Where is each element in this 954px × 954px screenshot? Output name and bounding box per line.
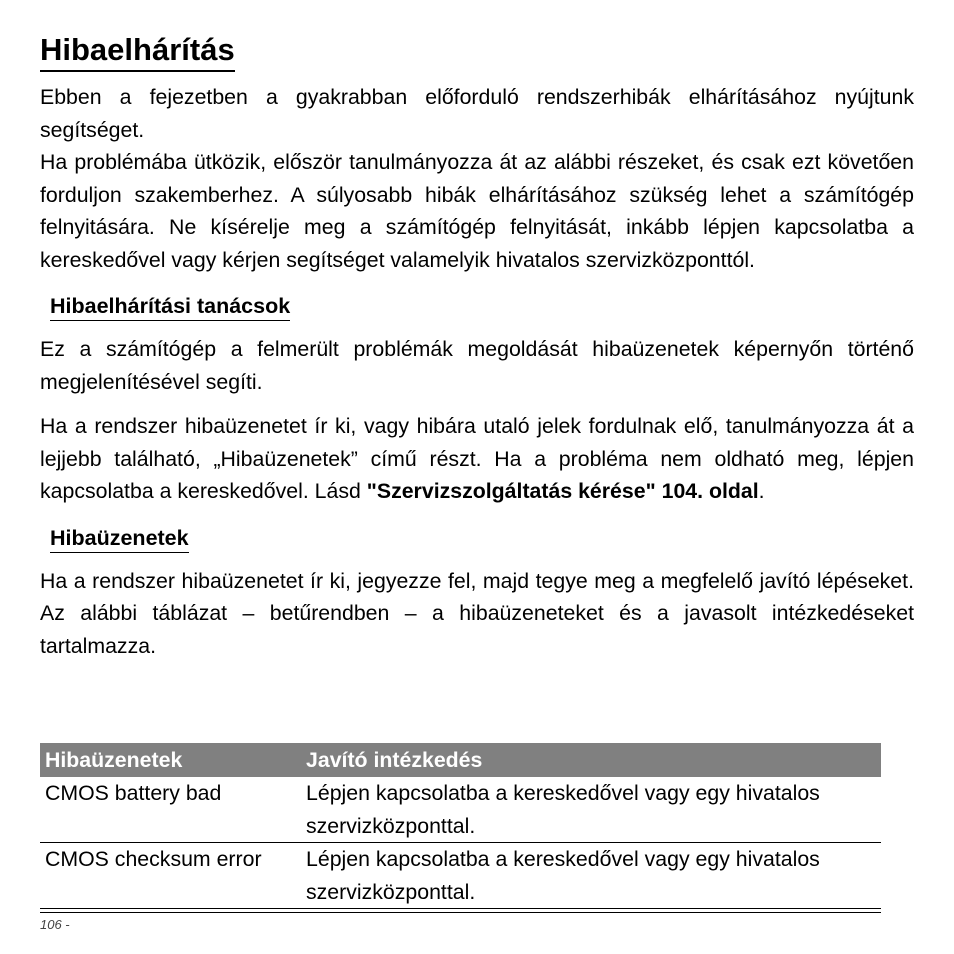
table-header-row xyxy=(40,743,881,777)
page-number: 106 - xyxy=(40,917,70,932)
table-row xyxy=(40,777,881,843)
table-cell-action: Lépjen kapcsolatba a kereskedővel vagy egy hivatalos szervizközponttal. xyxy=(301,777,881,843)
table-header-cell: Hibaüzenetek xyxy=(40,743,301,777)
table-cell-message: CMOS checksum error xyxy=(40,843,301,909)
section-heading-messages: Hibaüzenetek xyxy=(50,524,189,553)
tips-paragraph-2 xyxy=(40,410,914,508)
messages-paragraph: Ha a rendszer hibaüzenetet ír ki, jegyezze fel, majd tegye meg a megfelelő javító lépéseket. Az alábbi táblázat – betűrendben – a hibaüzeneteket és a javasolt intézkedéseket tartalmazza. xyxy=(40,568,914,658)
page-footer xyxy=(40,912,881,932)
table-row xyxy=(40,843,881,909)
error-messages-table xyxy=(40,743,881,909)
document-page xyxy=(40,30,914,662)
page-title: Hibaelhárítás xyxy=(40,30,235,72)
tips-paragraph-1: Ez a számítógép a felmerült problémák megoldását hibaüzenetek képernyőn történő megjelenítésével segíti. xyxy=(40,337,914,394)
table-cell-message: CMOS battery bad xyxy=(40,777,301,843)
section-heading-tips: Hibaelhárítási tanácsok xyxy=(50,292,290,321)
intro-paragraph-2: Ha problémába ütközik, először tanulmányozza át az alábbi részeket, és csak ezt követően forduljon szakemberhez. A súlyosabb hibák elhárításához szükség lehet a számítógép felnyitására. Ne kísérelje meg a számítógép felnyitását, inkább lépjen kapcsolatba a kereskedővel vagy kérjen segítséget valamelyik hivatalos szervizközponttól. xyxy=(40,150,914,272)
tips-paragraph-2-end: . xyxy=(758,479,765,503)
tips-paragraph-2-text: Ha a rendszer hibaüzenetet ír ki, vagy hibára utaló jelek fordulnak elő, tanulmányozza át a lejjebb található, „Hibaüzenetek” című részt. Ha a probléma nem oldható meg, lépjen kapcsolatba a kereskedővel. Lásd xyxy=(40,414,914,503)
table-cell-action: Lépjen kapcsolatba a kereskedővel vagy egy hivatalos szervizközponttal. xyxy=(301,843,881,909)
intro-paragraph-1: Ebben a fejezetben a gyakrabban előforduló rendszerhibák elhárításához nyújtunk segítséget. xyxy=(40,85,914,142)
table-header-cell: Javító intézkedés xyxy=(301,743,881,777)
cross-reference-link[interactable]: "Szervizszolgáltatás kérése" 104. oldal xyxy=(366,479,759,503)
